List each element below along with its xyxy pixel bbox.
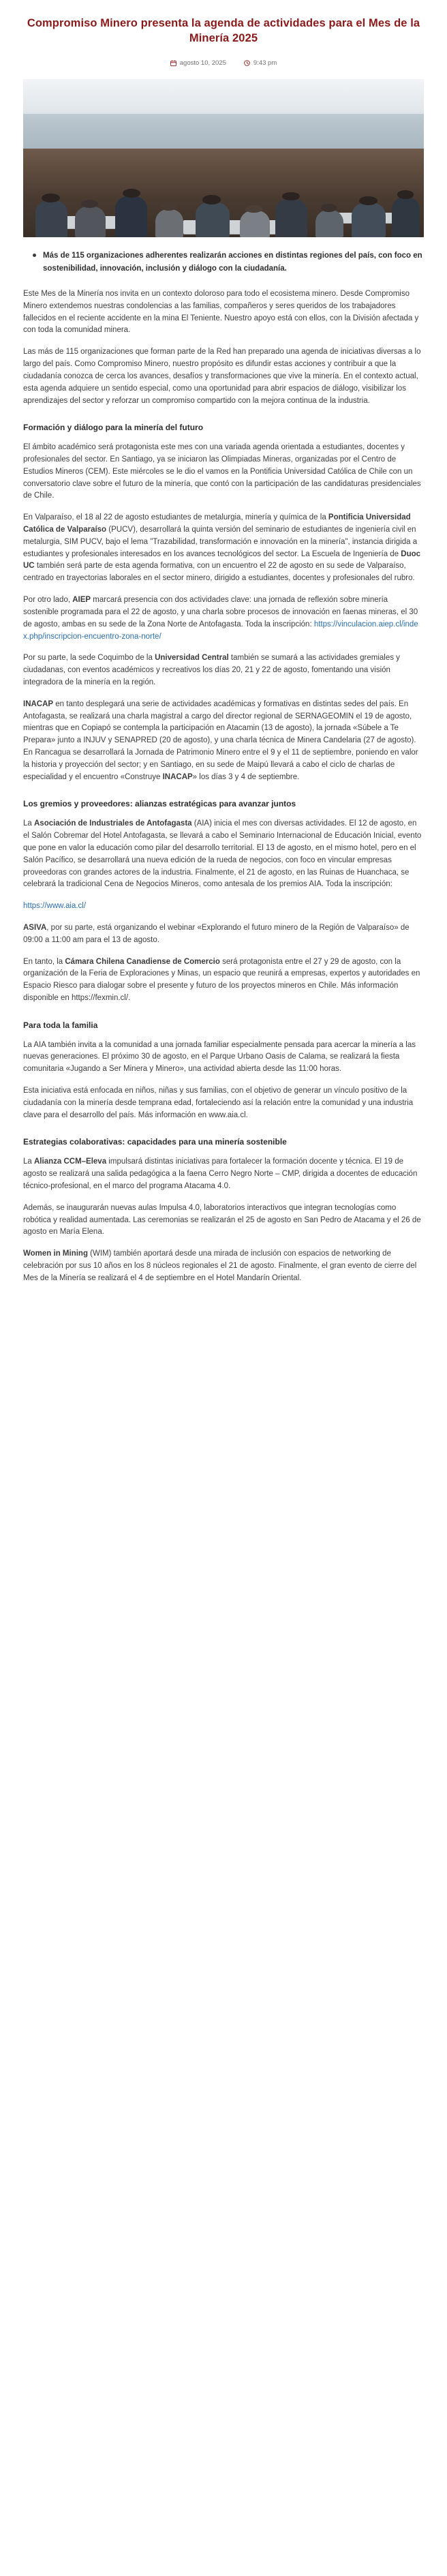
section-paragraph: Esta iniciativa está enfocada en niños, niñas y sus familias, con el objetivo de generar un vínculo positivo de la ciudadanía con la minería desde temprana edad, fortaleciendo así la relación entre la comunidad y una industria clave para el desarrollo del país. Más información en www.aia.cl. (23, 1087, 414, 1119)
section-paragraph: El ámbito académico será protagonista este mes con una variada agenda orientada a estudiantes, docentes y profesionales del sector. En Santiago, ya se iniciaron las Olimpiadas Mineras, organizadas por el Centro de Estudios Mineros (CEM). Este miércoles se le dio el vamos en la Pontificia Universidad Católica de Chile con un conversatorio clave sobre el futuro de la minería, que contó con la participación de las candidaturas presidenciales de Chile. (23, 443, 421, 500)
section-paragraph: En Valparaíso, el 18 al 22 de agosto estudiantes de metalurgia, minería y química de la Pontificia Universidad Católica de Valparaíso (PUCV), desarrollará la quinta versión del seminario de estudiantes de ingeniería civil en metalurgia, SIM PUCV, bajo el lema "Trazabilidad, transformación e innovación en la minería", instancia dirigida a estudiantes y profesionales interesados en los avances tecnológicos del sector. La Escuela de Ingeniería de Duoc UC también será parte de esta agenda formativa, con un encuentro el 22 de agosto en su sede de Valparaíso, centrado en trayectorias laborales en el sector minero, dirigido a estudiantes, docentes y profesionales del rubro. (23, 513, 421, 583)
section-heading: Para toda la familia (23, 1020, 98, 1030)
meta-time (244, 59, 277, 69)
section-paragraph: La Alianza CCM–Eleva impulsará distintas iniciativas para fortalecer la formación docente y técnica. El 19 de agosto se realizará una salida pedagógica a la faena Cerro Negro Norte – CMP, dirigida a docentes de educación técnico-profesional, en el marco del programa Atacama 4.0. (23, 1157, 418, 1190)
intro-paragraph-2: Las más de 115 organizaciones que forman parte de la Red han preparado una agenda de iniciativas diversas a lo largo del país. Como Compromiso Minero, nuestro propósito es difundir estas acciones y contribuir a que la ciudadanía conozca de cerca los avances, desafíos y transformaciones que vive la minería. En el contexto actual, esta agenda adquiere un sentido especial, como una oportunidad para abrir espacios de diálogo, visibilizar los aprendizajes del sector y reforzar un compromiso compartido con la mejora continua de la industria. (23, 348, 421, 405)
section-paragraph: Además, se inaugurarán nuevas aulas Impulsa 4.0, laboratorios interactivos que integran tecnologías como robótica y realidad aumentada. Las ceremonias se realizarán el 25 de agosto en San Pedro de Atacama y el 26 de agosto en María Elena. (23, 1203, 421, 1237)
section-paragraph: Por su parte, la sede Coquimbo de la Universidad Central también se sumará a las actividades gremiales y ciudadanas, con eventos académicos y recreativos los días 20, 21 y 22 de agosto, fomentando una visión integradora de la minería en la región. (23, 654, 400, 686)
section-heading: Formación y diálogo para la minería del futuro (23, 423, 204, 433)
highlight-bullet (33, 249, 424, 275)
section-paragraph: En tanto, la Cámara Chilena Canadiense de Comercio será protagonista entre el 27 y 29 de agosto, con la organización de la Feria de Exploraciones y Minas, un espacio que reunirá a empresas, expertos y autoridades en Espacio Riesco para dialogar sobre el presente y futuro de los proyectos mineros en Chile. Más información disponible en https://fexmin.cl/. (23, 957, 420, 1002)
bullet-dot-icon (33, 254, 36, 257)
clock-icon (244, 60, 250, 66)
meta-date-label: agosto 10, 2025 (179, 59, 226, 67)
page-title: Compromiso Minero presenta la agenda de actividades para el Mes de la Minería 2025 (27, 17, 420, 44)
section-paragraph: La AIA también invita a la comunidad a una jornada familiar especialmente pensada para acercar la minería a las nuevas generaciones. El próximo 30 de agosto, en el Parque Urbano Oasis de Calama, se realizará la fiesta comunitaria «Jugando a Ser Minera y Minero», una actividad abierta desde las 11:00 horas. (23, 1040, 416, 1074)
section-paragraph (23, 818, 424, 891)
section-heading: Los gremios y proveedores: alianzas estratégicas para avanzar juntos (23, 799, 296, 809)
paragraph-text: Por otro lado, AIEP marcará presencia con dos actividades clave: una jornada de reflexión sobre minería sostenible programada para el 22 de agosto, y una charla sobre procesos de innovación en faenas mineras, el 30 de agosto, ambas en su sede de la Zona Norte de Antofagasta. Toda la inscripción: (23, 596, 418, 628)
article-meta (23, 59, 424, 69)
meta-time-label: 9:43 pm (253, 59, 277, 67)
inscription-link[interactable]: https://vinculacion.aiep.cl/index.php/inscripcion-encuentro-zona-norte/ (23, 620, 418, 641)
section-paragraph: INACAP en tanto desplegará una serie de actividades académicas y formativas en distintas sedes del país. En Antofagasta, se realizará una charla magistral a cargo del director regional de SERNAGEOMIN el 19 de agosto, mientras que en Copiapó se contempla la participación en Atacamin (13 de agosto), la jornada «Súbele a Te Prepara» junto a INJUV y SENAPRED (20 de agosto), y una charla técnica de Minera Candelaria (27 de agosto). En Rancagua se desarrollará la Jornada de Patrimonio Minero entre el 9 y el 11 de septiembre, poniendo en valor la historia y proyección del sector; y en Santiago, en su sede de Maipú llevará a cabo el ciclo de charlas de especialidad y el encuentro «Construye INACAP» los días 3 y 4 de septiembre. (23, 699, 418, 781)
section-paragraph: Women in Mining (WIM) también aportará desde una mirada de inclusión con espacios de networking de celebración por sus 10 años en los 8 núcleos regionales el 21 de agosto. Finalmente, el gran evento de cierre del Mes de la Minería se realizará el 4 de septiembre en el Hotel Mandarín Oriental. (23, 1249, 417, 1282)
section-heading: Estrategias colaborativas: capacidades para una minería sostenible (23, 1137, 287, 1147)
calendar-icon (170, 60, 176, 66)
section-paragraph: ASIVA, por su parte, está organizando el webinar «Explorando el futuro minero de la Región de Valparaíso» de 09:00 a 11:00 am para el 13 de agosto. (23, 923, 410, 944)
paragraph-text: La Asociación de Industriales de Antofagasta (AIA) inicia el mes con diversas actividades. El 12 de agosto, en el Salón Cobremar del Hotel Antofagasta, se llevará a cabo el Seminario Internacional de Educación Inicial, evento que pone en valor la educación como pilar del desarrollo territorial. El 13 de agosto, en el mismo hotel, pero en el Salón Pacífico, se desarrollará una nueva edición de la rueda de negocios, con foco en vincular empresas proveedoras con grandes actores de la industria. Finalmente, el 21 de agosto, en las Ruinas de Huanchaca, se celebrará la tradicional Cena de Negocios Mineros, como antesala de los premios AIA. Toda la inscripción: (23, 819, 422, 889)
intro-paragraph-1: Este Mes de la Minería nos invita en un contexto doloroso para todo el ecosistema minero. Desde Compromiso Minero extendemos nuestras condolencias a las familias, compañeros y seres queridos de los trabajadores fallecidos en el reciente accidente en la mina El Teniente. Nuestro apoyo está con ellos, con la División afectada y con toda la comunidad minera. (23, 290, 419, 335)
section-link-paragraph (23, 900, 424, 913)
section-paragraph (23, 594, 424, 643)
highlight-text: Más de 115 organizaciones adherentes realizarán acciones en distintas regiones del país, con foco en sostenibilidad, innovación, inclusión y diálogo con la ciudadanía. (43, 252, 422, 273)
article-hero-image (23, 79, 424, 237)
meta-date (170, 59, 226, 69)
aia-link[interactable]: https://www.aia.cl/ (23, 902, 87, 911)
